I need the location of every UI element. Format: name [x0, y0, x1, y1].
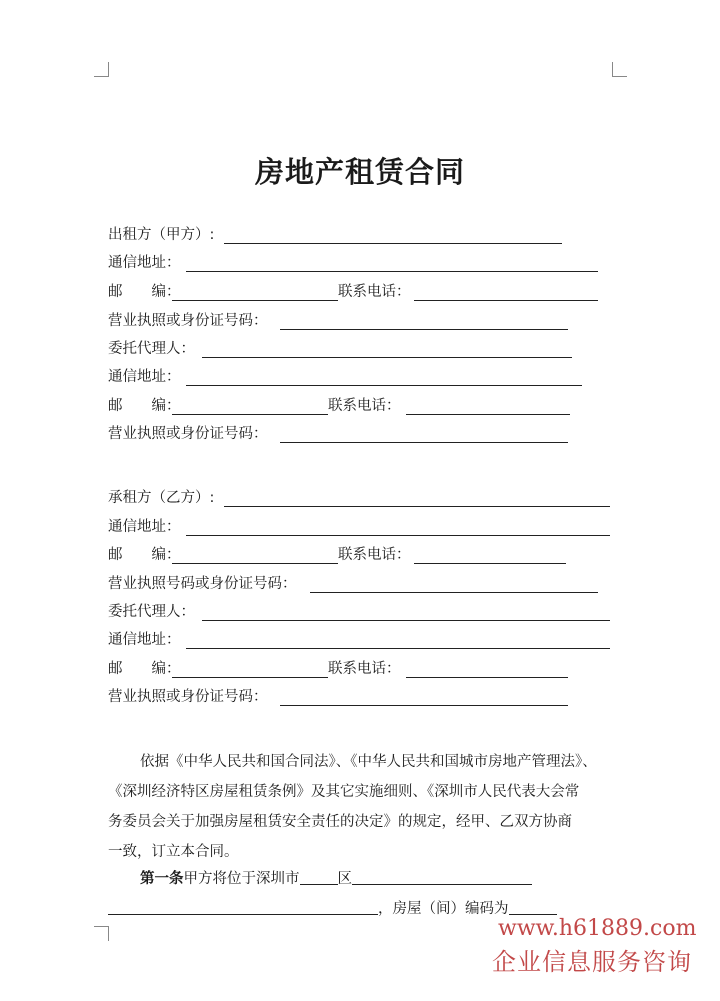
agent-address-blank[interactable] — [186, 385, 582, 386]
lessee-address-blank[interactable] — [186, 535, 610, 536]
lessee-postcode-label: 邮 编： — [108, 547, 181, 563]
corner-mark-bottom-left — [94, 926, 109, 941]
agent-label: 委托代理人： — [108, 341, 195, 357]
watermark-text: 企业信息服务咨询 — [492, 948, 692, 976]
lessee-agent-phone-blank[interactable] — [406, 677, 568, 678]
address-row — [108, 252, 603, 274]
preamble-paragraph — [108, 747, 608, 867]
agent-row — [108, 338, 578, 360]
license-row — [108, 310, 573, 332]
agent-blank[interactable] — [202, 357, 572, 358]
lessor-label: 出租方（甲方）: — [108, 227, 215, 243]
watermark-url: www.h61889.com — [498, 916, 697, 941]
lessor-row — [108, 224, 578, 246]
lessee-agent-label: 委托代理人： — [108, 604, 195, 620]
preamble-line: 《深圳经济特区房屋租赁条例》及其它实施细则、《深圳市人民代表大会常 — [108, 784, 580, 800]
lessee-agent-postcode-label: 邮 编： — [108, 661, 181, 677]
lessee-agent-license-label: 营业执照或身份证号码： — [108, 689, 268, 705]
lessee-postcode-blank[interactable] — [172, 563, 338, 564]
preamble-line: 一致，订立本合同。 — [108, 844, 239, 860]
article-1-heading: 第一条 — [140, 871, 184, 887]
address-label: 通信地址： — [108, 255, 181, 271]
article-1-district: 区 — [337, 871, 352, 887]
house-code-blank[interactable] — [509, 896, 557, 915]
article-1-code-label: ，房屋（间）编码为 — [378, 901, 509, 917]
lessee-license-blank[interactable] — [310, 592, 598, 593]
article-1-line-1 — [108, 864, 608, 894]
lessee-address-label: 通信地址： — [108, 519, 181, 535]
preamble-line: 务委员会关于加强房屋租赁安全责任的决定》的规定，经甲、乙双方协商 — [108, 814, 572, 830]
lessee-phone-label: 联系电话： — [338, 547, 411, 563]
lessee-agent-postcode-row — [108, 658, 573, 680]
agent-license-row — [108, 423, 573, 445]
postcode-row — [108, 281, 603, 303]
agent-phone-blank[interactable] — [406, 414, 570, 415]
lessee-agent-row — [108, 601, 613, 623]
corner-mark-top-right — [612, 62, 627, 77]
lessee-address-row — [108, 516, 613, 538]
license-blank[interactable] — [280, 329, 568, 330]
agent-address-label: 通信地址： — [108, 369, 181, 385]
agent-postcode-row — [108, 395, 578, 417]
lessee-license-label: 营业执照号码或身份证号码： — [108, 576, 297, 592]
district-blank[interactable] — [300, 866, 338, 885]
lessee-agent-license-row — [108, 686, 573, 708]
phone-blank[interactable] — [414, 300, 598, 301]
corner-mark-top-left — [94, 62, 109, 77]
lessee-agent-address-blank[interactable] — [186, 648, 610, 649]
article-1 — [108, 864, 608, 924]
lessee-license-row — [108, 573, 603, 595]
address-continuation-blank[interactable] — [108, 896, 378, 915]
license-label: 营业执照或身份证号码： — [108, 313, 268, 329]
address-blank[interactable] — [186, 271, 598, 272]
agent-address-row — [108, 366, 588, 388]
lessee-blank[interactable] — [224, 506, 610, 507]
lessee-label: 承租方（乙方）: — [108, 490, 215, 506]
lessee-agent-phone-label: 联系电话： — [328, 661, 401, 677]
lessee-agent-license-blank[interactable] — [280, 705, 568, 706]
postcode-blank[interactable] — [172, 300, 338, 301]
lessee-phone-blank[interactable] — [414, 563, 566, 564]
agent-phone-label: 联系电话： — [328, 398, 401, 414]
preamble-line: 依据《中华人民共和国合同法》、《中华人民共和国城市房地产管理法》、 — [140, 754, 597, 770]
article-1-text: 甲方将位于深圳市 — [183, 871, 300, 887]
lessee-agent-postcode-blank[interactable] — [172, 677, 328, 678]
lessor-blank[interactable] — [224, 243, 562, 244]
agent-postcode-blank[interactable] — [172, 414, 328, 415]
postcode-label: 邮 编： — [108, 284, 181, 300]
lessee-agent-address-row — [108, 629, 613, 651]
lessee-agent-address-label: 通信地址： — [108, 632, 181, 648]
document-title: 房地产租赁合同 — [254, 155, 465, 189]
lessee-row — [108, 487, 613, 509]
lessee-agent-blank[interactable] — [202, 620, 610, 621]
lessee-postcode-row — [108, 544, 573, 566]
location-blank[interactable] — [352, 866, 532, 885]
agent-postcode-label: 邮 编： — [108, 398, 181, 414]
phone-label: 联系电话： — [338, 284, 411, 300]
agent-license-blank[interactable] — [280, 442, 568, 443]
agent-license-label: 营业执照或身份证号码： — [108, 426, 268, 442]
